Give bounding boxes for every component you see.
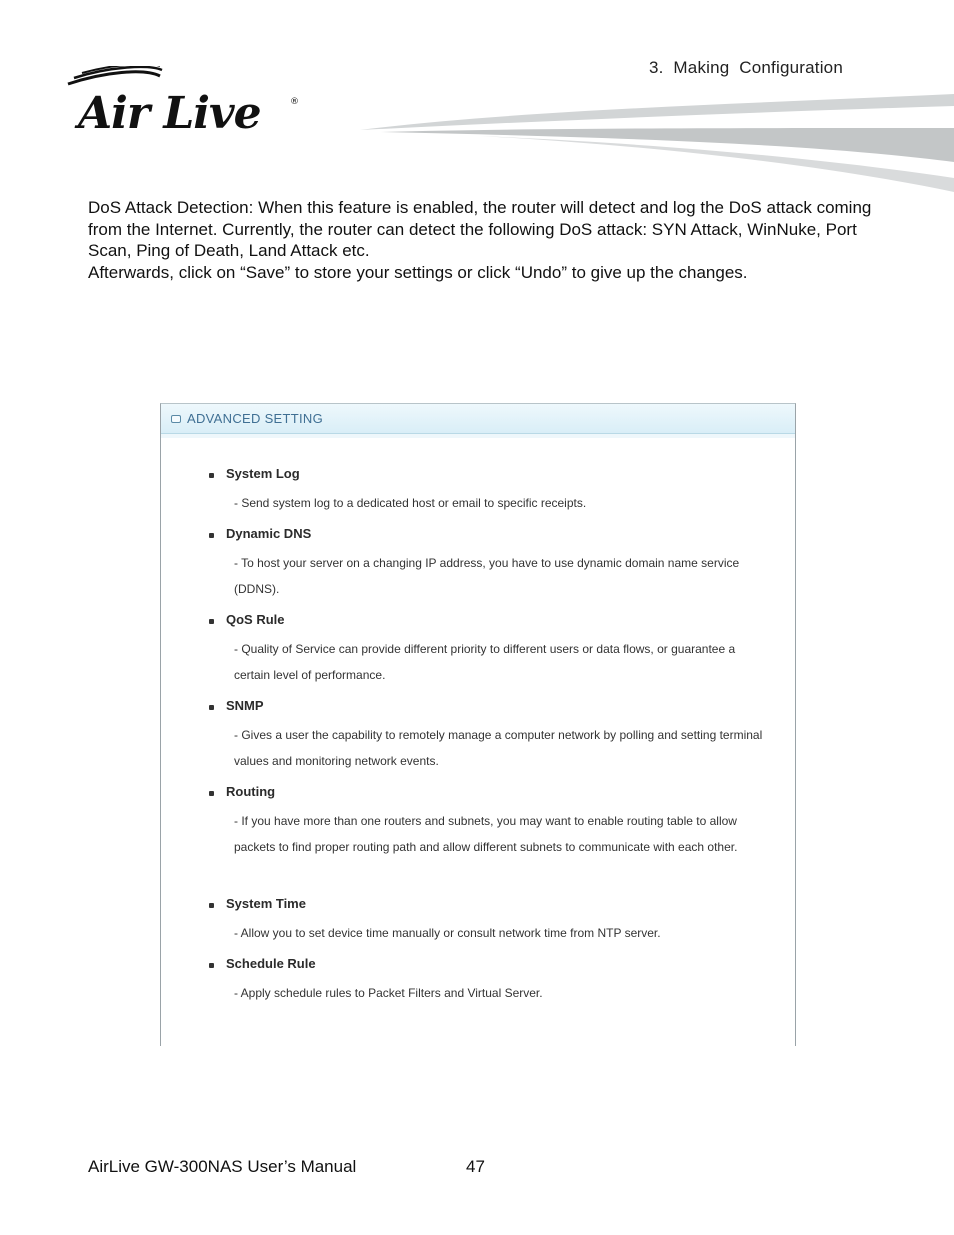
- footer-manual-title: AirLive GW-300NAS User’s Manual: [88, 1157, 357, 1176]
- item-title: System Log: [226, 466, 300, 481]
- item-description: - Gives a user the capability to remotely manage a computer network by polling and setting terminal values and monitoring network events.: [234, 728, 763, 768]
- collapse-box-icon: [171, 415, 181, 423]
- item-description: - Allow you to set device time manually or consult network time from NTP server.: [234, 926, 661, 940]
- dos-description: [88, 197, 888, 283]
- item-title: QoS Rule: [226, 612, 285, 627]
- bullet-icon: [209, 903, 214, 908]
- bullet-icon: [209, 705, 214, 710]
- bullet-icon: [209, 791, 214, 796]
- save-undo-paragraph: Afterwards, click on “Save” to store your settings or click “Undo” to give up the changes.: [88, 262, 748, 282]
- item-description: - To host your server on a changing IP address, you have to use dynamic domain name service (DDNS).: [234, 556, 740, 596]
- dos-paragraph: DoS Attack Detection: When this feature is enabled, the router will detect and log the DoS attack coming from the Internet. Currently, the router can detect the following DoS attack: SYN Attack, WinNuke, Port Scan, Ping of Death, Land Attack etc.: [88, 198, 872, 260]
- item-title: SNMP: [226, 698, 264, 713]
- item-title: Routing: [226, 784, 276, 799]
- panel-header: [161, 404, 795, 434]
- item-description: - Apply schedule rules to Packet Filters and Virtual Server.: [234, 986, 543, 1000]
- chapter-heading: 3. Making Configuration: [649, 58, 843, 77]
- item-description: - If you have more than one routers and subnets, you may want to enable routing table to allow packets to find proper routing path and allow different subnets to communicate with each other.: [234, 814, 738, 854]
- svg-text:®: ®: [290, 97, 299, 107]
- logo-lettering: Air Live: [78, 88, 261, 138]
- page-number: 47: [466, 1157, 485, 1176]
- item-description: - Quality of Service can provide different priority to different users or data flows, or guarantee a certain level of performance.: [234, 642, 736, 682]
- header-swoosh-decoration: [360, 88, 954, 198]
- panel-title: ADVANCED SETTING: [187, 411, 324, 426]
- item-title: Dynamic DNS: [226, 526, 312, 541]
- bullet-icon: [209, 533, 214, 538]
- item-description: - Send system log to a dedicated host or email to specific receipts.: [234, 496, 587, 510]
- item-title: System Time: [226, 896, 306, 911]
- advanced-setting-panel: [160, 403, 796, 1046]
- bullet-icon: [209, 619, 214, 624]
- airlive-logo: [64, 66, 314, 138]
- bullet-icon: [209, 473, 214, 478]
- item-title: Schedule Rule: [226, 956, 316, 971]
- bullet-icon: [209, 963, 214, 968]
